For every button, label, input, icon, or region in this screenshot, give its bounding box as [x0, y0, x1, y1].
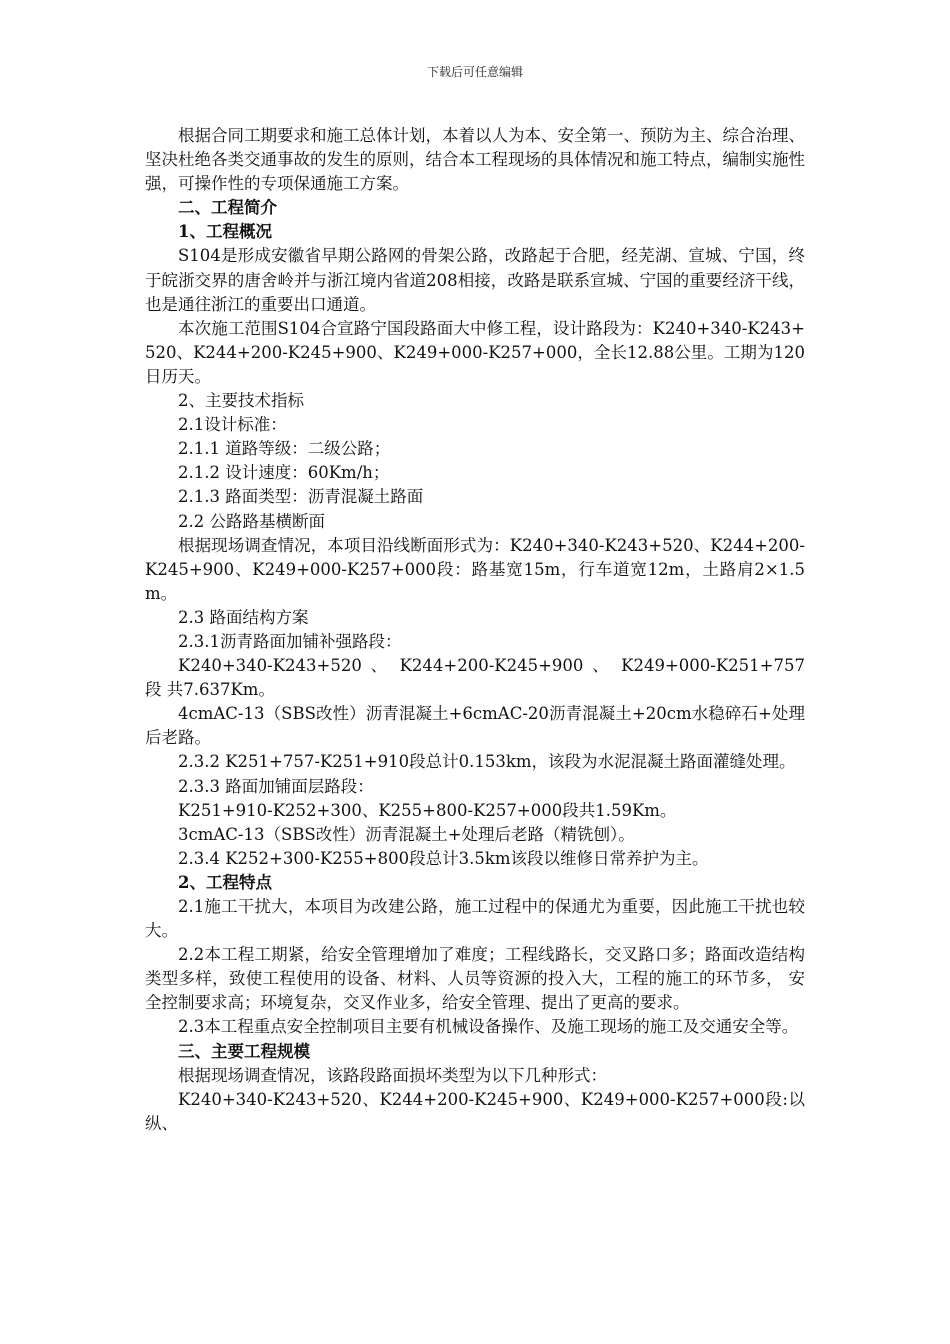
page-header: 下载后可任意编辑: [426, 65, 523, 79]
heading-project-overview: 1、工程概况: [178, 222, 272, 242]
paragraph-damage-sections: K240+340-K243+520、K244+200-K245+900、K249+000-K257+000段:以纵、: [145, 1089, 805, 1133]
paragraph-intro: 根据合同工期要求和施工总体计划，本着以人为本、安全第一、预防为主、综合治理、坚决杜绝各类交通事故的发生的原则，结合本工程现场的具体情况和施工特点，编制实施性强，可操作性的专项保通施工方案。: [145, 126, 805, 194]
paragraph-overlay-ranges: K251+910-K252+300、K255+800-K257+000段共1.59Km。: [178, 800, 677, 820]
paragraph-s104-description: S104是形成安徽省早期公路网的骨架公路，改路起于合肥，经芜湖、宣城、宁国，终于皖浙交界的唐舍岭并与浙江境内省道208相接，改路是联系宣城、宁国的重要经济干线，也是通往浙江的重要出口通道。: [145, 246, 805, 314]
paragraph-feature-interference: 2.1施工干扰大，本项目为改建公路，施工过程中的保通尤为重要，因此施工干扰也较大。: [145, 897, 805, 941]
paragraph-tech-indicators: 2、主要技术指标: [178, 391, 304, 411]
paragraph-construction-scope: 本次施工范围S104合宣路宁国段路面大中修工程，设计路段为：K240+340-K243+520、K244+200-K245+900、K249+000-K257+000，全长12.88公里。工期为120日历天。: [145, 318, 805, 386]
paragraph-overlay-layers: 3cmAC-13（SBS改性）沥青混凝土+处理后老路（精铣刨）。: [178, 824, 635, 844]
paragraph-design-standard: 2.1设计标准：: [178, 415, 287, 435]
paragraph-reinforcement-sections: K240+340-K243+520 、 K244+200-K245+900 、 K249+000-K251+757 段 共7.637Km。: [145, 656, 805, 700]
document-body: [145, 124, 805, 1136]
paragraph-cross-section: 2.2 公路路基横断面: [178, 511, 325, 531]
paragraph-feature-safety: 2.3本工程重点安全控制项目主要有机械设备操作、及施工现场的施工及交通安全等。: [178, 1017, 799, 1037]
paragraph-cross-section-detail: 根据现场调查情况，本项目沿线断面形式为：K240+340-K243+520、K244+200-K245+900、K249+000-K257+000段：路基宽15m，行车道宽12m，土路肩2×1.5m。: [145, 535, 805, 603]
paragraph-damage-types: 根据现场调查情况，该路段路面损坏类型为以下几种形式：: [178, 1065, 607, 1085]
paragraph-design-speed: 2.1.2 设计速度：60Km/h；: [178, 463, 390, 483]
paragraph-road-grade: 2.1.1 道路等级：二级公路；: [178, 439, 391, 459]
paragraph-reinforcement-layers: 4cmAC-13（SBS改性）沥青混凝土+6cmAC-20沥青混凝土+20cm水稳碎石+处理后老路。: [145, 704, 805, 748]
paragraph-feature-schedule: 2.2本工程工期紧，给安全管理增加了难度；工程线路长，交叉路口多；路面改造结构类型多样，致使工程使用的设备、材料、人员等资源的投入大，工程的施工的环节多， 安全控制要求高；环境复杂，交叉作业多，给安全管理、提出了更高的要求。: [145, 945, 805, 1013]
paragraph-pavement-type: 2.1.3 路面类型：沥青混凝土路面: [178, 487, 424, 507]
paragraph-concrete-crack-sealing: 2.3.2 K251+757-K251+910段总计0.153km，该段为水泥混凝土路面灌缝处理。: [178, 752, 796, 772]
paragraph-asphalt-reinforcement: 2.3.1沥青路面加铺补强路段：: [178, 631, 402, 651]
paragraph-structure-plan: 2.3 路面结构方案: [178, 607, 309, 627]
heading-main-scale: 三、主要工程规模: [178, 1041, 310, 1061]
heading-project-intro: 二、工程简介: [178, 198, 277, 218]
paragraph-overlay-sections: 2.3.3 路面加铺面层路段：: [178, 776, 374, 796]
paragraph-maintenance-section: 2.3.4 K252+300-K255+800段总计3.5km该段以维修日常养护为主。: [178, 848, 709, 868]
heading-project-features: 2、工程特点: [178, 872, 272, 892]
